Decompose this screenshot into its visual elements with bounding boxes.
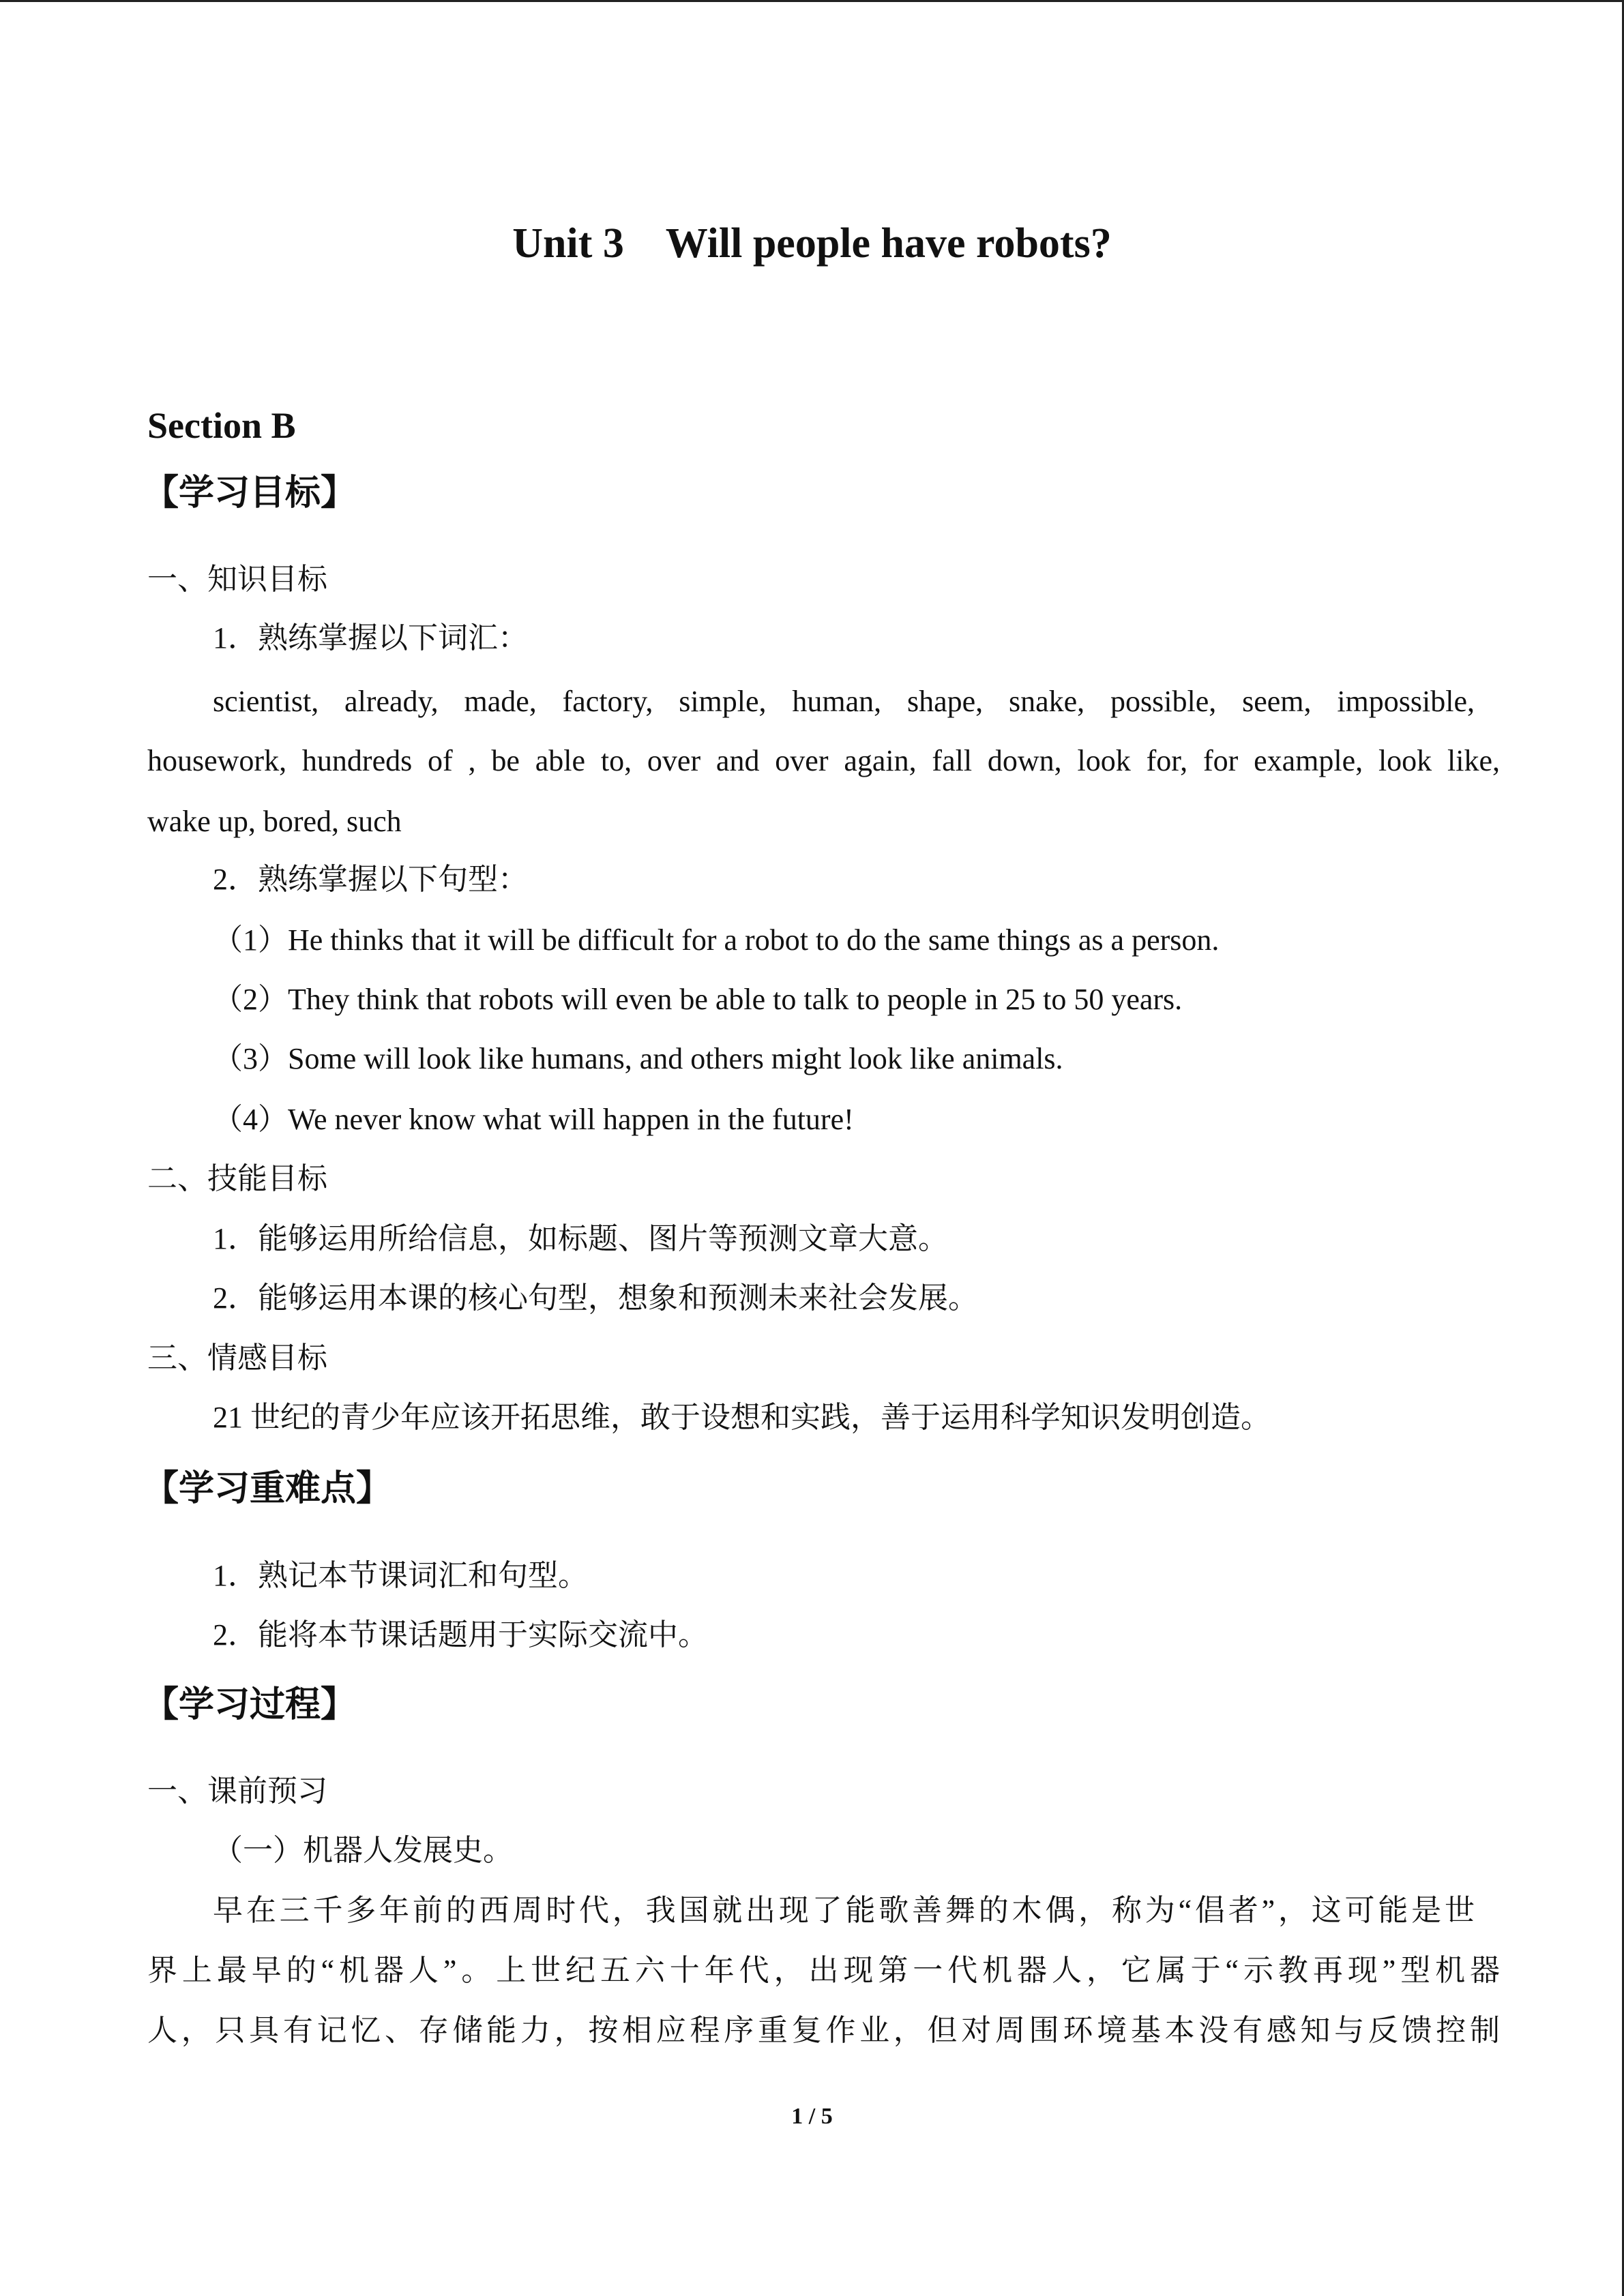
key-point-item: 1．熟记本节课词汇和句型。: [213, 1559, 588, 1592]
skills-item: 2．能够运用本课的核心句型，想象和预测未来社会发展。: [213, 1281, 978, 1315]
sentence-item: （2）They think that robots will even be able to talk to people in 25 to 50 years.: [213, 983, 1183, 1016]
skills-heading: 二、技能目标: [147, 1162, 327, 1195]
sentence-item: （3）Some will look like humans, and others might look like animals.: [213, 1042, 1063, 1075]
page-border-top: [0, 0, 1624, 2]
vocab-label: 1．熟练掌握以下词汇：: [213, 621, 528, 655]
paragraph-line: 界上最早的“机器人”。上世纪五六十年代，出现第一代机器人，它属于“示教再现”型机器: [147, 1954, 1500, 1987]
goals-heading: 【学习目标】: [143, 474, 357, 513]
paragraph-line: 早在三千多年前的西周时代，我国就出现了能歌善舞的木偶，称为“倡者”，这可能是世: [213, 1894, 1475, 1927]
page-title: Unit 3 Will people have robots?: [512, 220, 1112, 267]
skills-item: 1．能够运用所给信息，如标题、图片等预测文章大意。: [213, 1222, 948, 1255]
sentence-item: （1）He thinks that it will be difficult for a robot to do the same things as a person.: [213, 923, 1220, 957]
robot-history-heading: （一）机器人发展史。: [213, 1834, 513, 1867]
preview-heading: 一、课前预习: [147, 1774, 327, 1808]
section-heading: Section B: [147, 405, 296, 446]
knowledge-heading: 一、知识目标: [147, 563, 327, 596]
vocab-line: housework, hundreds of , be able to, over and over again, fall down, look for, for example, look like,: [147, 744, 1500, 777]
sentence-item: （4）We never know what will happen in the future!: [213, 1103, 854, 1136]
vocab-line: scientist, already, made, factory, simple, human, shape, snake, possible, seem, impossible,: [213, 685, 1475, 718]
emotion-heading: 三、情感目标: [147, 1341, 327, 1375]
emotion-text: 21 世纪的青少年应该开拓思维，敢于设想和实践，善于运用科学知识发明创造。: [213, 1401, 1271, 1434]
vocab-line: wake up, bored, such: [147, 805, 402, 838]
sentence-label: 2．熟练掌握以下句型：: [213, 863, 528, 896]
process-heading: 【学习过程】: [143, 1686, 357, 1725]
paragraph-line: 人，只具有记忆、存储能力，按相应程序重复作业，但对周围环境基本没有感知与反馈控制: [147, 2014, 1500, 2047]
page-number: 1 / 5: [791, 2104, 833, 2129]
key-points-heading: 【学习重难点】: [143, 1470, 392, 1508]
key-point-item: 2．能将本节课话题用于实际交流中。: [213, 1618, 708, 1652]
